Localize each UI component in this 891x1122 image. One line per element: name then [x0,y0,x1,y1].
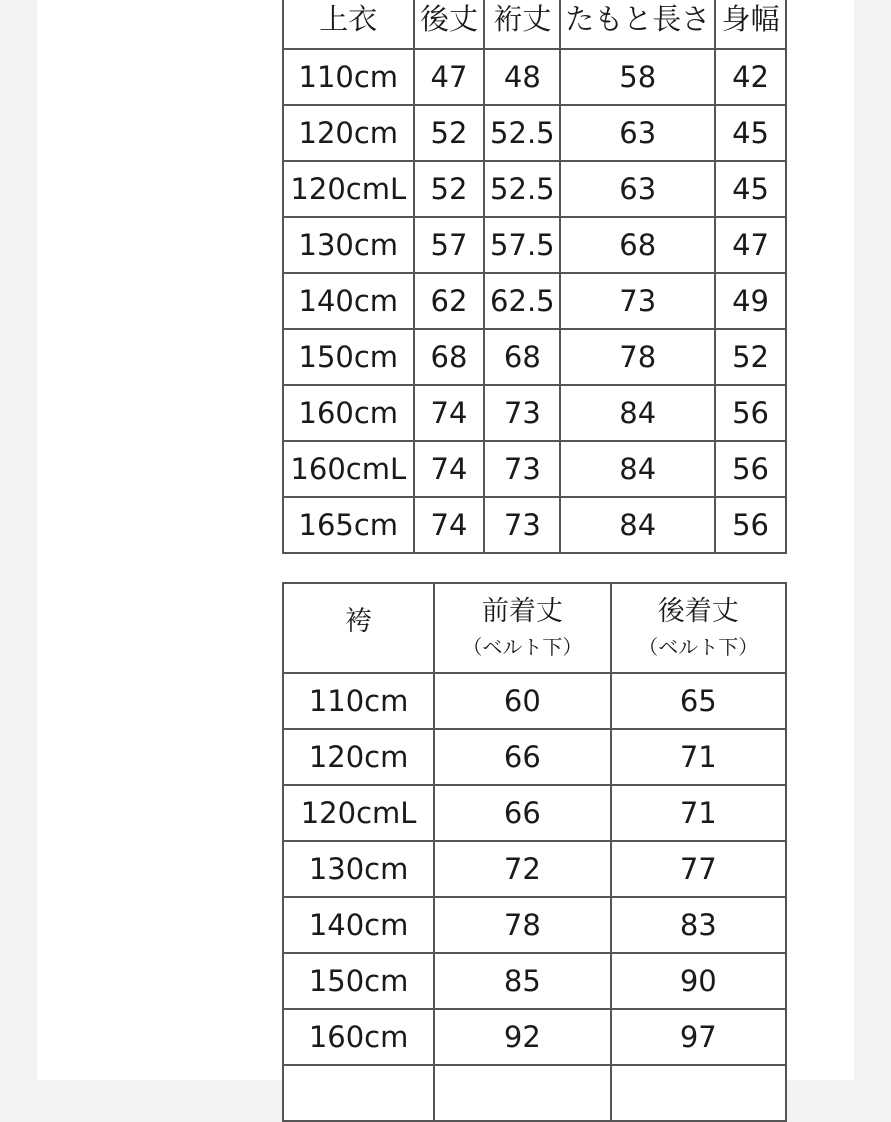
value-cell: 85 [435,954,609,1008]
table-row [284,1010,785,1064]
value-cell: 77 [612,842,785,896]
header-cell: 裄丈 [485,0,559,48]
table-row [284,954,785,1008]
value-cell: 48 [485,50,559,104]
size-cell: 140cm [284,274,413,328]
table-row [284,386,785,440]
value-cell: 84 [561,498,714,552]
header-cell [612,584,785,672]
size-cell: 110cm [284,50,413,104]
value-cell: 74 [415,386,484,440]
table-header-row [284,584,785,672]
header-main: 前着丈 [481,595,563,627]
value-cell: 42 [716,50,785,104]
header-cell [284,584,433,672]
top-table-body [284,50,785,552]
size-cell [284,1066,433,1120]
value-cell: 73 [485,386,559,440]
size-cell: 120cmL [284,786,433,840]
size-cell: 130cm [284,842,433,896]
value-cell: 56 [716,386,785,440]
value-cell: 84 [561,386,714,440]
header-sub: （ベルト下） [462,635,583,660]
table-row [284,842,785,896]
header-cell: 身幅 [716,0,785,48]
size-cell: 120cm [284,730,433,784]
value-cell: 65 [612,674,785,728]
header-main: 後着丈 [657,595,739,627]
value-cell: 52.5 [485,106,559,160]
table-row [284,274,785,328]
value-cell: 78 [561,330,714,384]
size-cell: 140cm [284,898,433,952]
value-cell: 72 [435,842,609,896]
value-cell: 58 [561,50,714,104]
value-cell: 45 [716,162,785,216]
size-cell: 110cm [284,674,433,728]
value-cell: 57.5 [485,218,559,272]
value-cell: 57 [415,218,484,272]
value-cell: 73 [561,274,714,328]
value-cell: 97 [612,1010,785,1064]
value-cell: 66 [435,730,609,784]
value-cell: 66 [435,786,609,840]
value-cell: 71 [612,786,785,840]
value-cell: 60 [435,674,609,728]
size-cell: 130cm [284,218,413,272]
table-row [284,218,785,272]
table-row [284,786,785,840]
value-cell [435,1066,609,1120]
value-cell: 68 [485,330,559,384]
value-cell: 63 [561,106,714,160]
value-cell: 52 [716,330,785,384]
value-cell: 62.5 [485,274,559,328]
value-cell: 45 [716,106,785,160]
table-row [284,330,785,384]
value-cell: 74 [415,442,484,496]
value-cell: 90 [612,954,785,1008]
value-cell: 74 [415,498,484,552]
table-row [284,674,785,728]
value-cell: 49 [716,274,785,328]
table-row [284,1066,785,1120]
size-cell: 160cm [284,386,413,440]
bottom-size-table [282,582,787,1122]
value-cell: 47 [716,218,785,272]
size-cell: 150cm [284,954,433,1008]
bottom-table-body [284,674,785,1120]
header-cell: 上衣 [284,0,413,48]
table-row [284,106,785,160]
size-cell: 165cm [284,498,413,552]
size-cell: 160cm [284,1010,433,1064]
value-cell: 83 [612,898,785,952]
value-cell: 56 [716,442,785,496]
top-size-table [282,0,787,554]
value-cell: 73 [485,442,559,496]
header-cell [435,584,609,672]
value-cell: 56 [716,498,785,552]
table-row [284,50,785,104]
value-cell: 71 [612,730,785,784]
header-cell: 後丈 [415,0,484,48]
value-cell: 92 [435,1010,609,1064]
size-cell: 120cm [284,106,413,160]
size-cell: 120cmL [284,162,413,216]
value-cell: 78 [435,898,609,952]
table-row [284,442,785,496]
value-cell: 52 [415,162,484,216]
header-cell: たもと長さ [561,0,714,48]
value-cell: 68 [415,330,484,384]
header-sub: （ベルト下） [638,635,759,660]
table-header-row [284,0,785,48]
size-cell: 150cm [284,330,413,384]
table-row [284,498,785,552]
table-row [284,898,785,952]
value-cell: 52.5 [485,162,559,216]
value-cell [612,1066,785,1120]
size-cell: 160cmL [284,442,413,496]
hakama-title: 袴 [345,605,373,637]
value-cell: 47 [415,50,484,104]
value-cell: 84 [561,442,714,496]
value-cell: 52 [415,106,484,160]
table-row [284,730,785,784]
value-cell: 62 [415,274,484,328]
value-cell: 73 [485,498,559,552]
value-cell: 68 [561,218,714,272]
table-row [284,162,785,216]
value-cell: 63 [561,162,714,216]
